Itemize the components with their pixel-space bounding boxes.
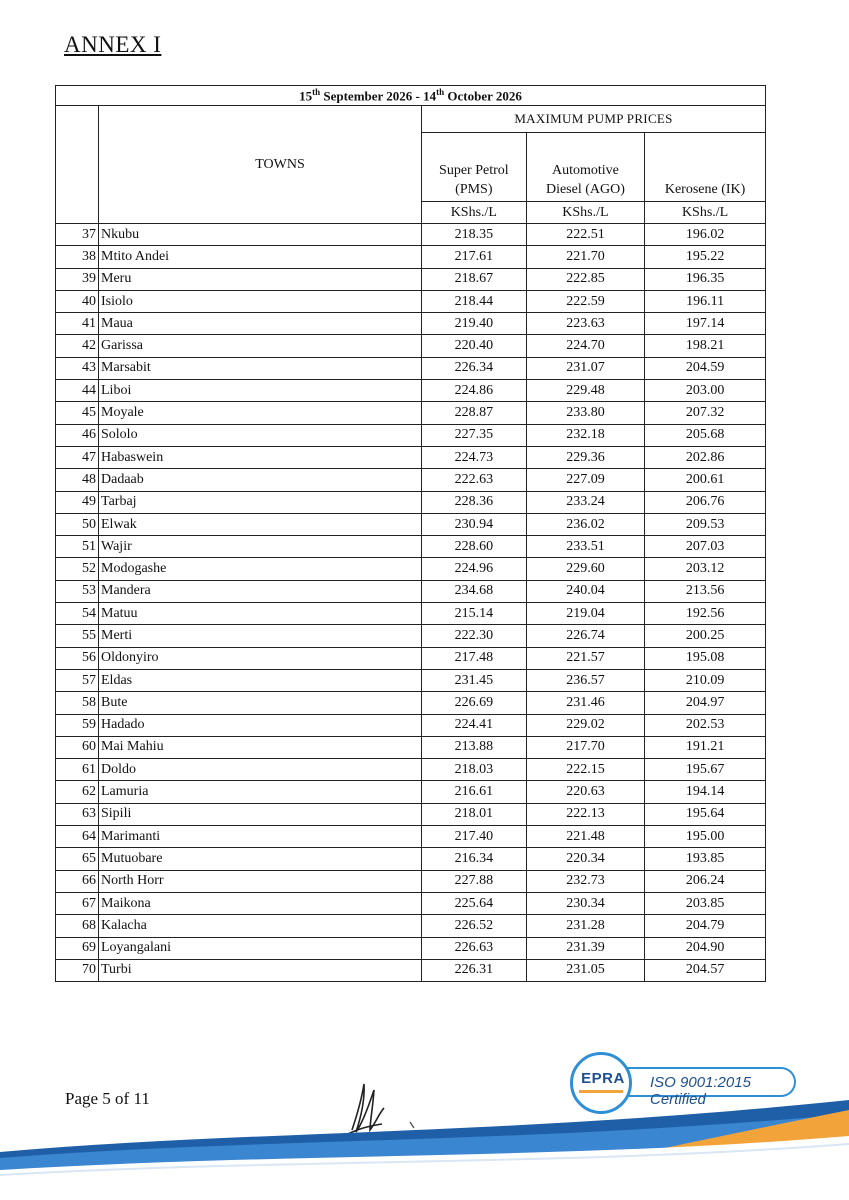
period-end-sup: th	[436, 86, 445, 97]
town-name: Maua	[99, 313, 422, 335]
ik-price: 206.76	[645, 491, 766, 513]
pms-price: 220.40	[422, 335, 527, 357]
table-row	[56, 446, 766, 468]
table-row	[56, 959, 766, 981]
ik-price: 202.86	[645, 446, 766, 468]
pms-price: 213.88	[422, 736, 527, 758]
ik-price: 194.14	[645, 781, 766, 803]
ik-price: 195.67	[645, 759, 766, 781]
period-start-rest: September 2026 - 14	[320, 88, 437, 104]
table-row	[56, 313, 766, 335]
row-number: 49	[56, 491, 99, 513]
ik-price: 204.79	[645, 915, 766, 937]
ago-price: 222.51	[526, 224, 645, 246]
pms-price: 222.63	[422, 469, 527, 491]
ik-price: 195.08	[645, 647, 766, 669]
ik-unit: KShs./L	[645, 202, 766, 224]
town-name: Dadaab	[99, 469, 422, 491]
row-number: 42	[56, 335, 99, 357]
ago-price: 231.28	[526, 915, 645, 937]
table-row	[56, 402, 766, 424]
ik-price: 213.56	[645, 580, 766, 602]
town-name: Sololo	[99, 424, 422, 446]
row-number: 68	[56, 915, 99, 937]
town-name: Modogashe	[99, 558, 422, 580]
ik-price: 204.59	[645, 357, 766, 379]
footer-wave-decoration	[0, 1100, 849, 1200]
page-title: ANNEX I	[64, 32, 162, 57]
pms-price: 218.01	[422, 803, 527, 825]
ago-price: 232.73	[526, 870, 645, 892]
ik-price: 206.24	[645, 870, 766, 892]
ago-unit: KShs./L	[526, 202, 645, 224]
ago-price: 233.24	[526, 491, 645, 513]
table-row	[56, 290, 766, 312]
ago-price: 223.63	[526, 313, 645, 335]
pms-price: 216.34	[422, 848, 527, 870]
pms-header-line2: (PMS)	[455, 182, 493, 197]
pms-price: 234.68	[422, 580, 527, 602]
ik-column-header	[645, 133, 766, 202]
price-table	[55, 85, 766, 982]
ik-price: 205.68	[645, 424, 766, 446]
row-number: 39	[56, 268, 99, 290]
ik-price: 207.32	[645, 402, 766, 424]
ago-price: 231.07	[526, 357, 645, 379]
town-name: Matuu	[99, 603, 422, 625]
ago-price: 233.51	[526, 536, 645, 558]
pms-price: 215.14	[422, 603, 527, 625]
pms-price: 224.41	[422, 714, 527, 736]
pms-header-line1: Super Petrol	[439, 163, 509, 178]
ago-price: 221.57	[526, 647, 645, 669]
period-end-rest: October 2026	[444, 88, 522, 104]
town-name: Isiolo	[99, 290, 422, 312]
ago-price: 226.74	[526, 625, 645, 647]
town-name: Oldonyiro	[99, 647, 422, 669]
table-row	[56, 692, 766, 714]
row-number: 70	[56, 959, 99, 981]
row-number: 59	[56, 714, 99, 736]
pms-price: 227.35	[422, 424, 527, 446]
row-number: 38	[56, 246, 99, 268]
town-name: Habaswein	[99, 446, 422, 468]
pms-price: 218.35	[422, 224, 527, 246]
town-name: Turbi	[99, 959, 422, 981]
pms-price: 217.61	[422, 246, 527, 268]
pms-price: 216.61	[422, 781, 527, 803]
table-row	[56, 224, 766, 246]
row-number: 64	[56, 826, 99, 848]
epra-logo-text: EPRA	[581, 1070, 625, 1087]
table-row	[56, 380, 766, 402]
table-row	[56, 937, 766, 959]
town-name: Hadado	[99, 714, 422, 736]
pms-price: 226.63	[422, 937, 527, 959]
table-row	[56, 803, 766, 825]
row-number: 41	[56, 313, 99, 335]
row-number: 55	[56, 625, 99, 647]
ago-price: 221.70	[526, 246, 645, 268]
town-name: Mai Mahiu	[99, 736, 422, 758]
table-row	[56, 625, 766, 647]
town-name: Nkubu	[99, 224, 422, 246]
pms-unit: KShs./L	[422, 202, 527, 224]
row-number: 66	[56, 870, 99, 892]
pms-price: 228.36	[422, 491, 527, 513]
logo-underline	[579, 1090, 623, 1093]
table-row	[56, 424, 766, 446]
town-name: Marimanti	[99, 826, 422, 848]
ago-column-header	[526, 133, 645, 202]
table-row	[56, 759, 766, 781]
town-name: Moyale	[99, 402, 422, 424]
pms-price: 230.94	[422, 513, 527, 535]
row-number: 44	[56, 380, 99, 402]
ago-price: 232.18	[526, 424, 645, 446]
pms-price: 231.45	[422, 669, 527, 691]
pms-price: 218.44	[422, 290, 527, 312]
table-row	[56, 892, 766, 914]
ik-price: 196.11	[645, 290, 766, 312]
pms-price: 218.67	[422, 268, 527, 290]
ik-header-label: Kerosene (IK)	[664, 182, 746, 197]
town-name: Tarbaj	[99, 491, 422, 513]
pms-price: 222.30	[422, 625, 527, 647]
ago-price: 229.48	[526, 380, 645, 402]
town-name: North Horr	[99, 870, 422, 892]
ik-price: 204.97	[645, 692, 766, 714]
pms-price: 224.96	[422, 558, 527, 580]
table-row	[56, 915, 766, 937]
town-name: Kalacha	[99, 915, 422, 937]
ago-price: 231.46	[526, 692, 645, 714]
ik-price: 203.85	[645, 892, 766, 914]
ik-price: 193.85	[645, 848, 766, 870]
ago-price: 231.39	[526, 937, 645, 959]
town-name: Maikona	[99, 892, 422, 914]
ago-price: 222.15	[526, 759, 645, 781]
table-row	[56, 491, 766, 513]
ik-price: 200.25	[645, 625, 766, 647]
table-row	[56, 781, 766, 803]
certification-text: ISO 9001:2015 Certified	[650, 1074, 751, 1108]
town-name: Loyangalani	[99, 937, 422, 959]
ik-price: 192.56	[645, 603, 766, 625]
town-name: Eldas	[99, 669, 422, 691]
pms-price: 226.69	[422, 692, 527, 714]
ik-price: 204.57	[645, 959, 766, 981]
row-number: 46	[56, 424, 99, 446]
towns-column-header: TOWNS	[99, 106, 422, 224]
ik-price: 196.02	[645, 224, 766, 246]
pms-price: 218.03	[422, 759, 527, 781]
row-number: 63	[56, 803, 99, 825]
ik-price: 210.09	[645, 669, 766, 691]
town-name: Mtito Andei	[99, 246, 422, 268]
pms-price: 217.40	[422, 826, 527, 848]
row-number: 47	[56, 446, 99, 468]
ago-price: 224.70	[526, 335, 645, 357]
max-pump-prices-header: MAXIMUM PUMP PRICES	[422, 106, 766, 133]
town-name: Wajir	[99, 536, 422, 558]
pms-price: 226.34	[422, 357, 527, 379]
row-number: 37	[56, 224, 99, 246]
ago-price: 229.02	[526, 714, 645, 736]
row-number: 60	[56, 736, 99, 758]
row-number: 40	[56, 290, 99, 312]
ago-price: 222.59	[526, 290, 645, 312]
row-number: 58	[56, 692, 99, 714]
table-row	[56, 536, 766, 558]
ago-price: 236.02	[526, 513, 645, 535]
town-name: Sipili	[99, 803, 422, 825]
table-row	[56, 870, 766, 892]
ago-price: 220.34	[526, 848, 645, 870]
ik-price: 196.35	[645, 268, 766, 290]
table-row	[56, 469, 766, 491]
ago-price: 221.48	[526, 826, 645, 848]
ago-price: 236.57	[526, 669, 645, 691]
ik-price: 204.90	[645, 937, 766, 959]
town-name: Garissa	[99, 335, 422, 357]
ago-price: 240.04	[526, 580, 645, 602]
ik-price: 209.53	[645, 513, 766, 535]
row-number: 67	[56, 892, 99, 914]
table-row	[56, 357, 766, 379]
town-name: Mandera	[99, 580, 422, 602]
page-number: Page 5 of 11	[65, 1089, 150, 1108]
table-row	[56, 580, 766, 602]
town-name: Mutuobare	[99, 848, 422, 870]
ik-price: 197.14	[645, 313, 766, 335]
ik-price: 203.12	[645, 558, 766, 580]
pms-price: 226.31	[422, 959, 527, 981]
table-body	[56, 224, 766, 982]
ago-header-line2: Diesel (AGO)	[545, 182, 625, 197]
pms-price: 224.86	[422, 380, 527, 402]
ago-price: 233.80	[526, 402, 645, 424]
town-name: Meru	[99, 268, 422, 290]
ago-header-line1: Automotive	[551, 163, 619, 178]
town-name: Elwak	[99, 513, 422, 535]
ago-price: 220.63	[526, 781, 645, 803]
ik-price: 207.03	[645, 536, 766, 558]
ago-price: 222.13	[526, 803, 645, 825]
row-number: 56	[56, 647, 99, 669]
row-number: 48	[56, 469, 99, 491]
town-name: Liboi	[99, 380, 422, 402]
pms-price: 225.64	[422, 892, 527, 914]
ago-price: 229.60	[526, 558, 645, 580]
row-number: 50	[56, 513, 99, 535]
town-name: Merti	[99, 625, 422, 647]
table-row	[56, 268, 766, 290]
ik-price: 195.22	[645, 246, 766, 268]
ik-price: 198.21	[645, 335, 766, 357]
table-row	[56, 736, 766, 758]
table-row	[56, 669, 766, 691]
row-number: 52	[56, 558, 99, 580]
pms-price: 226.52	[422, 915, 527, 937]
period-start-sup: th	[312, 86, 321, 97]
ik-price: 195.00	[645, 826, 766, 848]
ago-price: 231.05	[526, 959, 645, 981]
table-row	[56, 714, 766, 736]
table-row	[56, 826, 766, 848]
pms-price: 219.40	[422, 313, 527, 335]
table-row	[56, 647, 766, 669]
ago-price: 219.04	[526, 603, 645, 625]
ik-price: 200.61	[645, 469, 766, 491]
row-number: 61	[56, 759, 99, 781]
town-name: Lamuria	[99, 781, 422, 803]
ik-price: 191.21	[645, 736, 766, 758]
ik-price: 203.00	[645, 380, 766, 402]
number-column-header	[56, 106, 99, 224]
row-number: 45	[56, 402, 99, 424]
pms-price: 227.88	[422, 870, 527, 892]
pms-price: 217.48	[422, 647, 527, 669]
ik-price: 195.64	[645, 803, 766, 825]
period-header	[56, 86, 766, 106]
pms-price: 224.73	[422, 446, 527, 468]
table-row	[56, 335, 766, 357]
ago-price: 227.09	[526, 469, 645, 491]
ago-price: 217.70	[526, 736, 645, 758]
row-number: 62	[56, 781, 99, 803]
table-row	[56, 513, 766, 535]
row-number: 69	[56, 937, 99, 959]
town-name: Bute	[99, 692, 422, 714]
ago-price: 229.36	[526, 446, 645, 468]
town-name: Doldo	[99, 759, 422, 781]
table-row	[56, 246, 766, 268]
row-number: 54	[56, 603, 99, 625]
ik-price: 202.53	[645, 714, 766, 736]
town-name: Marsabit	[99, 357, 422, 379]
table-row	[56, 558, 766, 580]
pms-price: 228.60	[422, 536, 527, 558]
ago-price: 230.34	[526, 892, 645, 914]
period-start-day: 15	[299, 88, 313, 104]
row-number: 43	[56, 357, 99, 379]
row-number: 51	[56, 536, 99, 558]
pms-column-header	[422, 133, 527, 202]
row-number: 65	[56, 848, 99, 870]
table-row	[56, 848, 766, 870]
table-row	[56, 603, 766, 625]
ago-price: 222.85	[526, 268, 645, 290]
row-number: 57	[56, 669, 99, 691]
row-number: 53	[56, 580, 99, 602]
pms-price: 228.87	[422, 402, 527, 424]
